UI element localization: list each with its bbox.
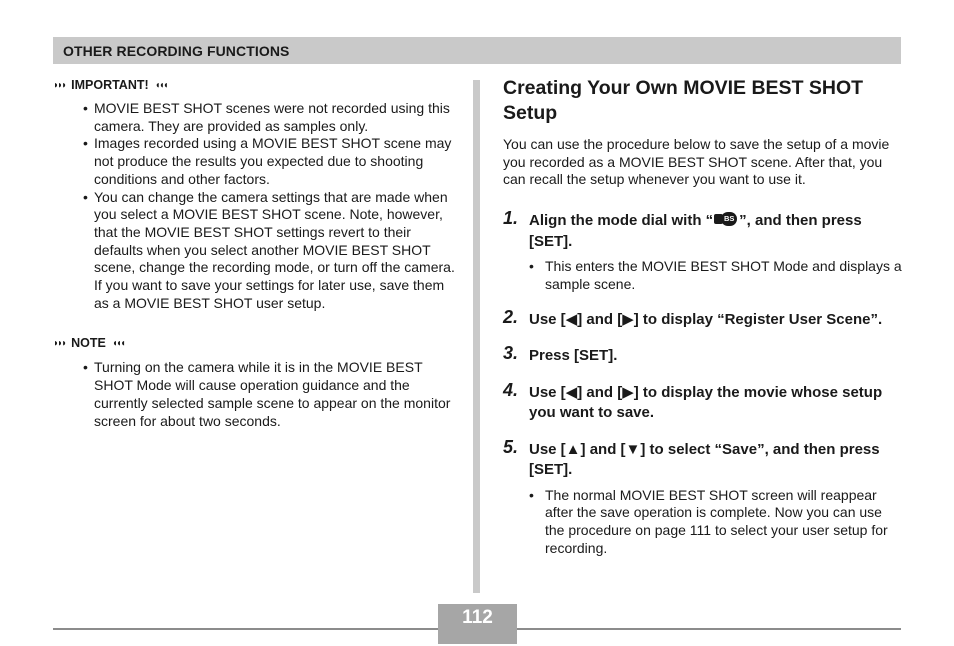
step-text — [529, 211, 903, 252]
step-text: Use [◀] and [▶] to display the movie whose setup you want to save. — [529, 383, 883, 422]
header-title: OTHER RECORDING FUNCTIONS — [63, 43, 290, 59]
important-label: IMPORTANT! — [71, 78, 149, 92]
list-item: • Turning on the camera while it is in the MOVIE BEST SHOT Mode will cause operation guidance and the currently selected sample scene to appear on the monitor screen for about two seconds. — [83, 359, 458, 430]
step-text-part: ”, and then press [SET]. — [529, 212, 862, 250]
step-5 — [503, 436, 903, 558]
note-marker — [53, 334, 458, 352]
step-text-part: Align the mode dial with “ — [529, 212, 714, 230]
step-text: Press [SET]. — [529, 347, 618, 365]
page-number: 112 — [462, 607, 493, 628]
header-bar — [53, 37, 901, 64]
right-column — [503, 76, 903, 557]
step-number: 5. — [503, 436, 519, 457]
arrows-left-icon: ◖◖◖ — [111, 337, 124, 349]
section-title: Creating Your Own MOVIE BEST SHOT Setup — [503, 77, 864, 124]
page-number-box — [438, 604, 517, 644]
arrows-left-icon: ◖◖◖ — [154, 79, 167, 91]
column-divider — [473, 80, 480, 593]
step-1 — [503, 208, 903, 293]
note-list — [83, 359, 458, 430]
step-number: 4. — [503, 379, 519, 400]
movie-best-shot-icon — [714, 211, 738, 227]
bs-icon-label: BS — [721, 212, 737, 226]
important-marker — [53, 76, 458, 94]
list-item: • You can change the camera settings that are made when you select a MOVIE BEST SHOT scene. Note, however, that the MOVIE BEST SHOT settings revert to their defaults when you select another MOVIE BEST SHOT scene, change the recording mode, or turn off the camera. If you want to save your settings for later use, save them as a MOVIE BEST SHOT user setup. — [83, 189, 458, 313]
step-number: 2. — [503, 306, 519, 327]
step-number: 1. — [503, 208, 519, 229]
step-note: • The normal MOVIE BEST SHOT screen will reappear after the save operation is complete. Now you can use the procedure on page 111 to select your user setup for recording. — [529, 487, 903, 558]
arrows-right-icon: ◗◗◗ — [53, 79, 66, 91]
arrows-right-icon: ◗◗◗ — [53, 337, 66, 349]
step-note: • This enters the MOVIE BEST SHOT Mode and displays a sample scene. — [529, 258, 903, 293]
step-2 — [503, 306, 903, 331]
step-number: 3. — [503, 343, 519, 364]
step-4 — [503, 379, 903, 424]
step-text: Use [▲] and [▼] to select “Save”, and then press [SET]. — [529, 440, 880, 479]
section-intro: You can use the procedure below to save the setup of a movie you recorded as a MOVIE BEST SHOT scene. After that, you can recall the setup whenever you want to use it. — [503, 136, 890, 188]
note-block — [53, 334, 458, 430]
left-column — [53, 76, 458, 430]
step-3 — [503, 343, 903, 367]
note-label: NOTE — [71, 336, 106, 351]
list-item: • MOVIE BEST SHOT scenes were not recorded using this camera. They are provided as samples only. — [83, 100, 458, 135]
step-text: Use [◀] and [▶] to display “Register User Scene”. — [529, 310, 883, 328]
list-item: • Images recorded using a MOVIE BEST SHOT scene may not produce the results you expected due to shooting conditions and other factors. — [83, 135, 458, 188]
important-list — [83, 100, 458, 312]
